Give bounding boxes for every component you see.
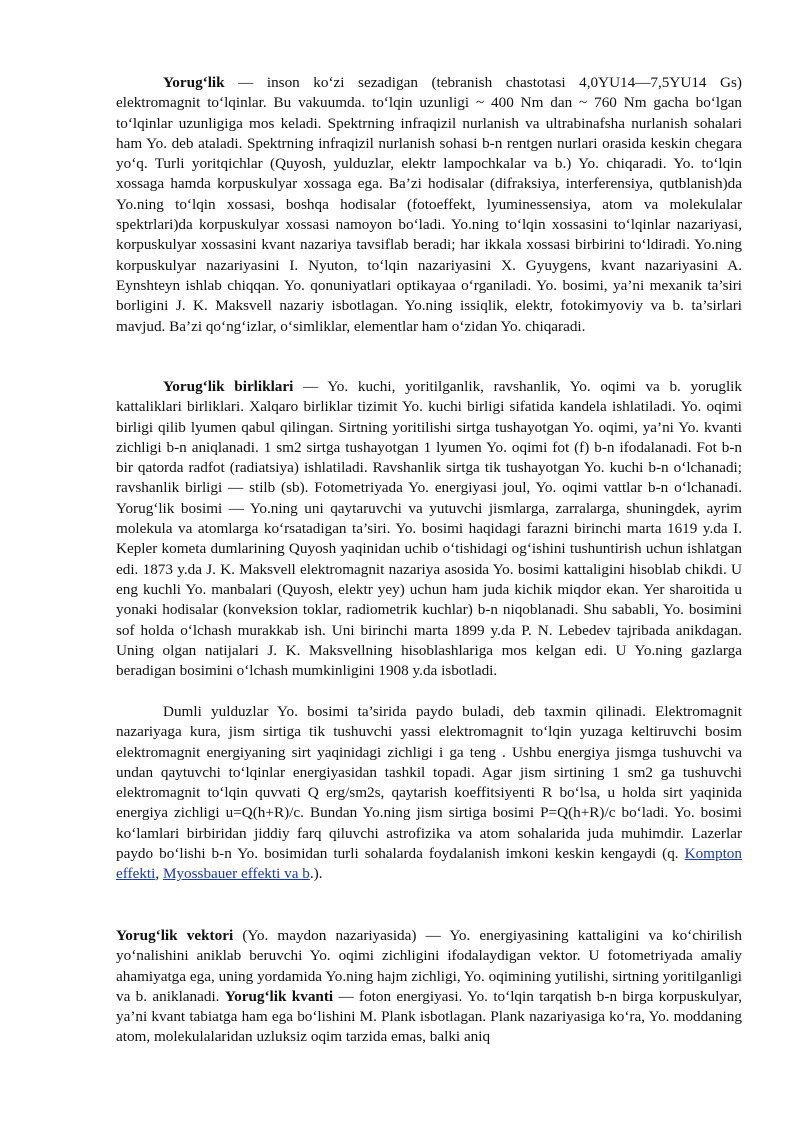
paragraph-dumli-yulduzlar <box>116 702 742 885</box>
paragraph-yoruglik-vektori <box>116 926 742 1048</box>
paragraph-vektori-text: (Yo. maydon nazariyasida) — Yo. energiyasining kattaligini va ko‘chirilish yo‘nalishini aniklab beruvchi Yo. oqimi zichligini ifodalaydigan vektor. U fotometriyada amaliy ahamiyatga ega, uning yordamida Yo.ning hajm zichligi, Yo. oqimining yutilishi, sirtning yoritilganligi va b. aniklanadi. <box>116 927 742 1005</box>
paragraph-birliklari-text: — Yo. kuchi, yoritilganlik, ravshanlik, Yo. oqimi va b. yoruglik kattaliklari birliklari. Xalqaro birliklar tizimit Yo. kuchi birligi sifatida kandela ishlatiladi. Yo. oqimi birligi qilib lyumen qabul qilingan. Sirtning yoritilishi sirtga tushayotgan Yo. oqimi, ya’ni Yo. kvanti zichligi b-n aniqlanadi. 1 sm2 sirtga tushayotgan 1 lyumen Yo. oqimi fot (f) b-n ifodalanadi. Fot b-n bir qatorda radfot (radiatsiya) ishlatiladi. Ravshanlik sirtga tik tushayotgan Yo. kuchi b-n o‘lchanadi; ravshanlik birligi — stilb (sb). Fotometriyada Yo. energiyasi joul, Yo. oqimi vattlar b-n o‘lchanadi. Yorug‘lik bosimi — Yo.ning uni qaytaruvchi va yutuvchi jismlarga, zarralarga, shuningdek, ayrim molekula va atomlarga ko‘rsatadigan ta’siri. Yo. bosimi haqidagi farazni birinchi marta 1619 y.da I. Kepler kometa dumlarining Quyosh yaqinidan uchib o‘tishidagi og‘ishini tushuntirish uchun ishlatgan edi. 1873 y.da J. K. Maksvell elektromagnit nazariya asosida Yo. bosimi kattaligini hisoblab chikdi. U eng kuchli Yo. manbalari (Quyosh, elektr yey) uchun ham juda kichik miqdor ekan. Yer sharoitida u yonaki hodisalar (konveksion toklar, radiometrik kuchlar) b-n niqoblanadi. Shu sababli, Yo. bosimini sof holda o‘lchash murakkab ish. Uni birinchi marta 1899 y.da P. N. Lebedev tajribada anikdagan. Uning olgan natijalari J. K. Maksvellning hisoblashlariga mos kelgan edi. U Yo.ning gazlarga beradigan bosimini o‘lchash mumkinligini 1908 y.da isbotladi. <box>116 378 742 680</box>
paragraph-yoruglik <box>116 73 742 337</box>
paragraph-yoruglik-text: — inson ko‘zi sezadigan (tebranish chastotasi 4,0YU14—7,5YU14 Gs) elektromagnit to‘lqinlar. Bu vakuumda. to‘lqin uzunligi ~ 400 Nm dan ~ 760 Nm gacha bo‘lgan to‘lqinlar uzunligiga mos keladi. Spektrning infraqizil nurlanish va ultrabinafsha nurlanish sohalari ham Yo. deb ataladi. Spektrning infraqizil nurlanish sohasi b-n rentgen nurlari orasida keskin chegara yo‘q. Turli yoritqichlar (Quyosh, yulduzlar, elektr lampochkalar va b.) Yo. chiqaradi. Yo. to‘lqin xossaga hamda korpuskulyar xossaga ega. Ba’zi hodisalar (difraksiya, interferensiya, qutblanish)da Yo.ning to‘lqin xossasi, boshqa hodisalar (fotoeffekt, lyuminessensiya, atom va molekulalar spektrlari)da korpuskulyar xossasi namoyon bo‘ladi. Yo.ning to‘lqin xossasini to‘lqinlar nazariyasi, korpuskulyar xossasini kvant nazariya tavsiflab beradi; har ikkala xossasi birbirini to‘ldiradi. Yo.ning korpuskulyar nazariyasini I. Nyuton, to‘lqin nazariyasini X. Gyuygens, kvant nazariyasini A. Eynshteyn ishlab chiqqan. Yo. qonuniyatlari optikayaa o‘rganiladi. Yo. bosimi, ya’ni mexanik ta’siri borligini J. K. Maksvell nazariy isbotlagan. Yo.ning issiqlik, elektr, fotokimyoviy va b. ta’sirlari mavjud. Ba’zi qo‘ng‘izlar, o‘simliklar, elementlar ham o‘zidan Yo. chiqaradi. <box>116 74 742 335</box>
term-yoruglik-birliklari: Yorug‘lik birliklari <box>163 378 294 395</box>
term-yoruglik-kvanti: Yorug‘lik kvanti <box>224 987 334 1005</box>
link-kompton-effekti[interactable]: Kompton effekti <box>116 845 742 883</box>
paragraph-dumli-text: Dumli yulduzlar Yo. bosimi ta’sirida paydo buladi, deb taxmin qilinadi. Elektromagnit nazariyaga kura, jism sirtiga tik tushuvchi yassi elektromagnit to‘lqin yuzaga keltiruvchi bosim elektromagnit energiyaning sirt yaqinidagi zichligi i ga teng . Ushbu energiya jismga tushuvchi va undan qaytuvchi to‘lqinlar energiyasidan tashkil topadi. Agar jism sirtining 1 sm2 ga tushuvchi elektromagnit to‘lqin quvvati Q erg/sm2s, qaytarish koeffitsiyenti R bo‘lsa, u holda sirt yaqinida energiya zichligi u=Q(h+R)/c. Bundan Yo.ning jism sirtiga bosimi P=Q(h+R)/c bo‘ladi. Yo. bosimi ko‘lamlari birbiridan jiddiy farq qiluvchi astrofizika va atom sohalarida juda muhimdir. Lazerlar paydo bo‘lishi b-n Yo. bosimidan turli sohalarda foydalanish imkoni keskin kengaydi (q. <box>116 703 742 863</box>
paragraph-dumli-end: .). <box>309 865 323 883</box>
link-myossbauer-effekti[interactable]: Myossbauer effekti va b <box>162 865 310 883</box>
term-yoruglik-vektori: Yorug‘lik vektori <box>116 927 234 944</box>
paragraph-yoruglik-birliklari <box>116 377 742 681</box>
link-separator: , <box>155 865 163 883</box>
paragraph-kvanti-text: — foton energiyasi. Yo. to‘lqin tarqatish b-n birga korpuskulyar, ya’ni kvant tabiatga ham ega bo‘lishini M. Plank isbotlagan. Plank nazariyasiga ko‘ra, Yo. moddaning atom, molekulalaridan uzluksiz oqim tarzida emas, balki aniq <box>116 987 742 1046</box>
term-yoruglik: Yorug‘lik <box>163 74 225 91</box>
